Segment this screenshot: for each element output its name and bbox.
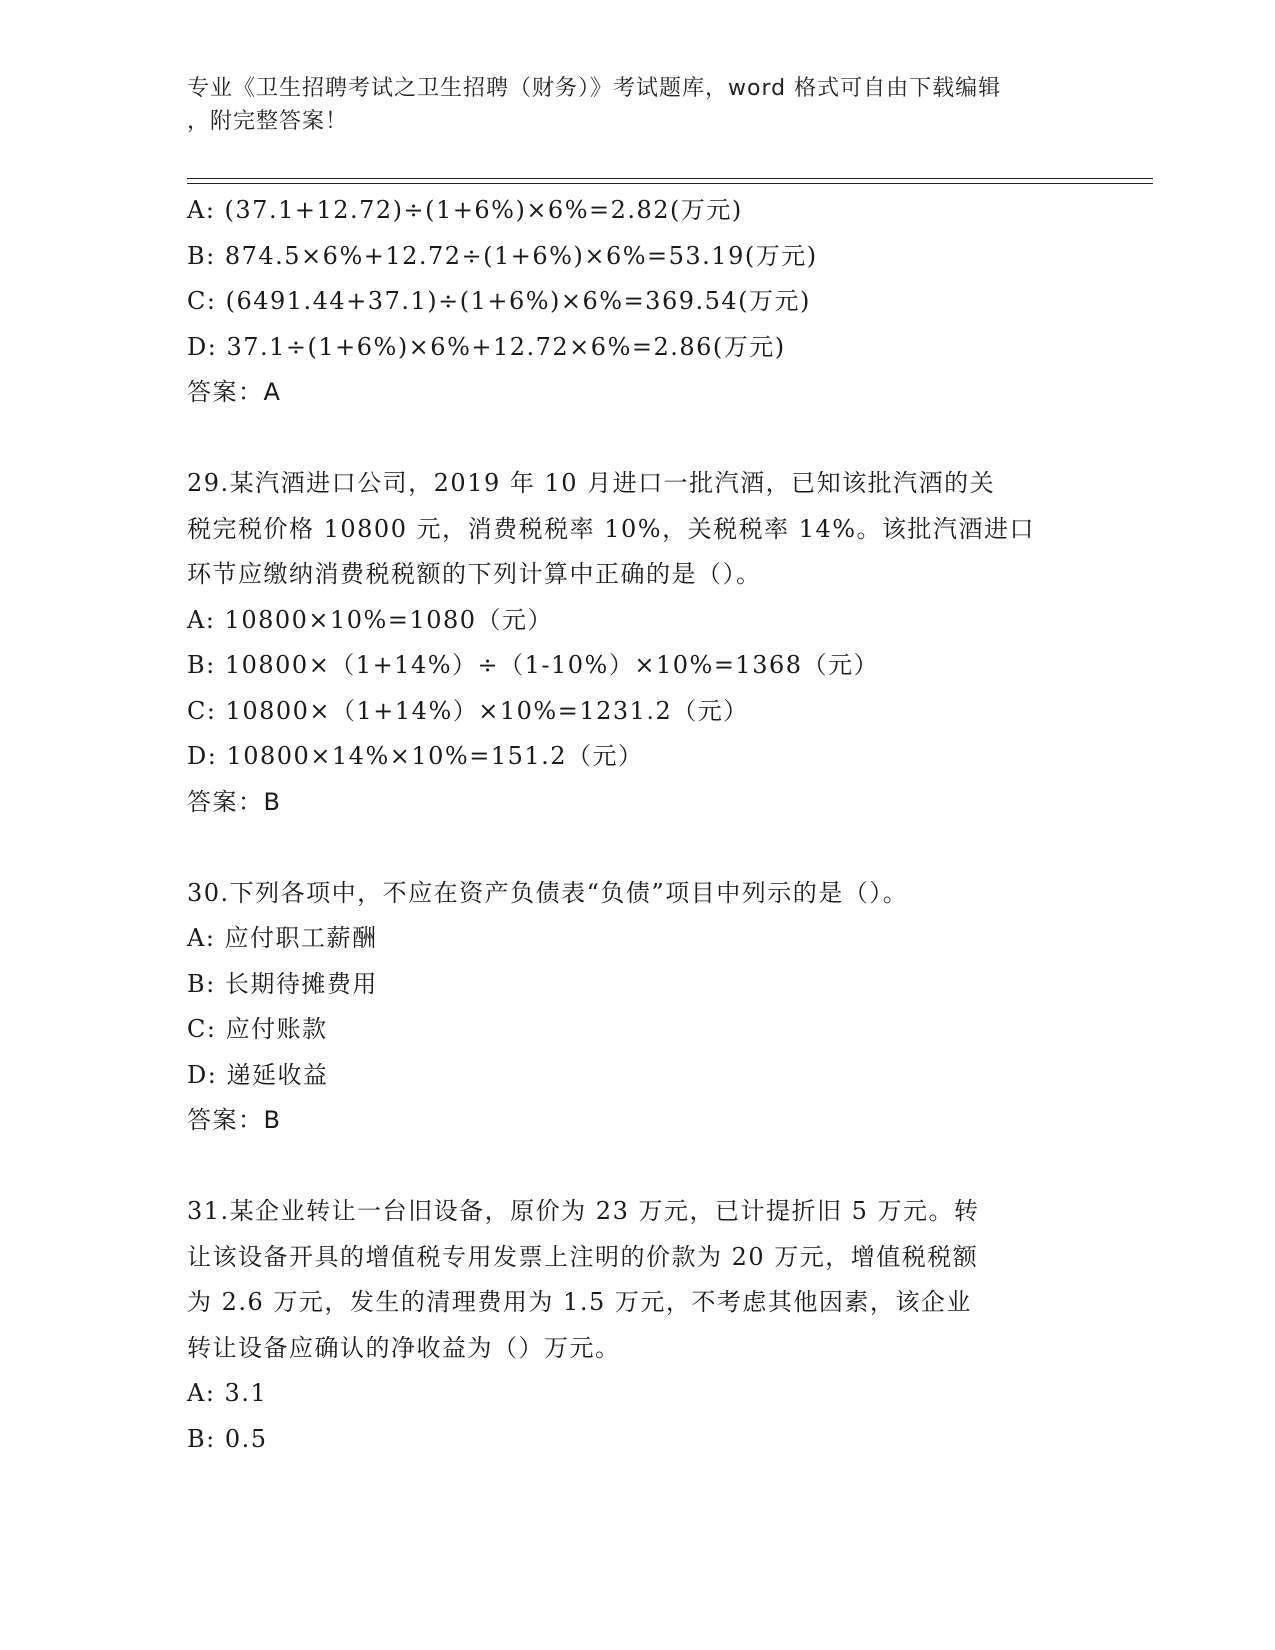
- option-d: D: 递延收益: [187, 1060, 329, 1089]
- option-a: A: 3.1: [187, 1379, 268, 1407]
- option-a: A: 10800×10%=1080（元）: [187, 605, 554, 634]
- option-d: D: 10800×14%×10%=151.2（元）: [187, 742, 644, 770]
- question-29: [187, 461, 1087, 825]
- option-d: D: 37.1÷(1+6%)×6%+12.72×6%=2.86(万元): [187, 332, 786, 361]
- question-stem: 为 2.6 万元，发生的清理费用为 1.5 万元，不考虑其他因素，该企业: [187, 1288, 972, 1316]
- header-divider: [187, 178, 1153, 179]
- question-stem: 转让设备应确认的净收益为（）万元。: [187, 1333, 621, 1362]
- question-30: [187, 871, 1087, 1144]
- answer: 答案：A: [187, 378, 282, 406]
- question-list: [187, 188, 1087, 1462]
- question-stem: 税完税价格 10800 元，消费税税率 10%，关税税率 14%。该批汽酒进口: [187, 514, 1036, 543]
- option-b: B: 0.5: [187, 1424, 268, 1453]
- answer: 答案：B: [187, 1106, 282, 1134]
- document-header: [187, 72, 1067, 138]
- header-line: ，附完整答案！: [187, 109, 349, 134]
- question-block: [187, 188, 1087, 416]
- header-line: 专业《卫生招聘考试之卫生招聘（财务）》考试题库，word 格式可自由下载编辑: [187, 76, 1002, 101]
- question-stem: 29.某汽酒进口公司，2019 年 10 月进口一批汽酒，已知该批汽酒的关: [187, 469, 996, 497]
- option-b: B: 10800×（1+14%）÷（1-10%）×10%=1368（元）: [187, 651, 880, 679]
- option-b: B: 874.5×6%+12.72÷(1+6%)×6%=53.19(万元): [187, 241, 818, 270]
- question-31: [187, 1189, 1087, 1462]
- question-stem: 31.某企业转让一台旧设备，原价为 23 万元，已计提折旧 5 万元。转: [187, 1197, 980, 1225]
- option-c: C: 10800×（1+14%）×10%=1231.2（元）: [187, 696, 749, 725]
- question-stem: 环节应缴纳消费税税额的下列计算中正确的是（）。: [187, 560, 762, 588]
- option-a: A: (37.1+12.72)÷(1+6%)×6%=2.82(万元): [187, 196, 743, 224]
- header-divider: [187, 183, 1153, 184]
- question-stem: 30.下列各项中，不应在资产负债表“负债”项目中列示的是（）。: [187, 878, 909, 907]
- option-c: C: (6491.44+37.1)÷(1+6%)×6%=369.54(万元): [187, 287, 811, 315]
- option-b: B: 长期待摊费用: [187, 969, 378, 998]
- option-c: C: 应付账款: [187, 1015, 328, 1043]
- question-stem: 让该设备开具的增值税专用发票上注明的价款为 20 万元，增值税税额: [187, 1242, 979, 1271]
- answer: 答案：B: [187, 787, 282, 816]
- option-a: A: 应付职工薪酬: [187, 924, 378, 952]
